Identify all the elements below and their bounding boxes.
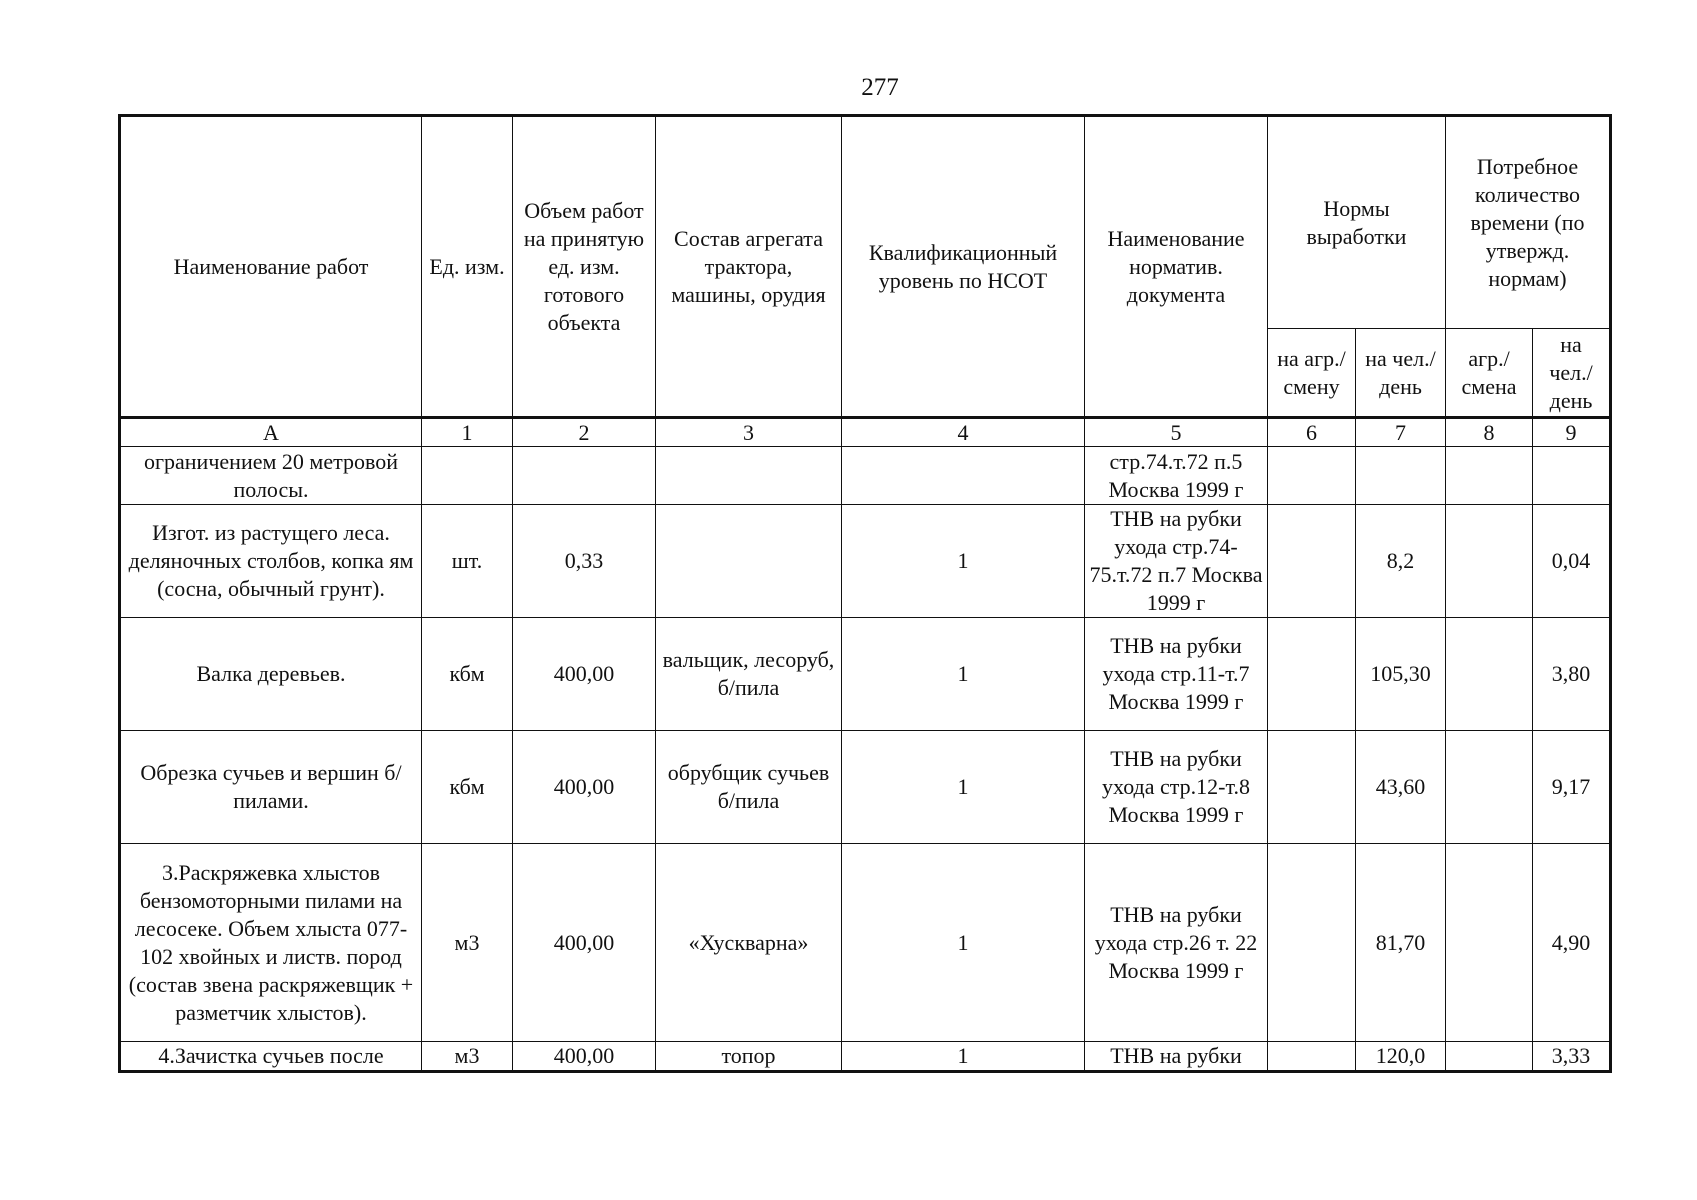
- norm-chel-cell: 120,0: [1356, 1042, 1446, 1072]
- header-qualification: Квалификационный уровень по НСОТ: [842, 116, 1085, 418]
- unit-cell: [422, 447, 513, 505]
- table-row: [120, 447, 1611, 505]
- unit-cell: кбм: [422, 731, 513, 844]
- document-cell: стр.74.т.72 п.5 Москва 1999 г: [1085, 447, 1268, 505]
- table-row: [120, 1042, 1611, 1072]
- unit-composition-cell: вальщик, лесоруб, б/пила: [656, 618, 842, 731]
- unit-cell: м3: [422, 1042, 513, 1072]
- time-agr-cell: [1446, 505, 1533, 618]
- unit-composition-cell: [656, 505, 842, 618]
- norm-chel-cell: 8,2: [1356, 505, 1446, 618]
- unit-composition-cell: [656, 447, 842, 505]
- header-norms-per-person-day: на чел./ день: [1356, 329, 1446, 418]
- header-unit-composition: Состав агрегата трактора, машины, орудия: [656, 116, 842, 418]
- norm-agr-cell: [1268, 618, 1356, 731]
- norm-agr-cell: [1268, 1042, 1356, 1072]
- column-index: 9: [1533, 418, 1611, 447]
- time-agr-cell: [1446, 447, 1533, 505]
- qualification-cell: 1: [842, 1042, 1085, 1072]
- work-name-cell: 4.Зачистка сучьев после: [120, 1042, 422, 1072]
- norm-agr-cell: [1268, 844, 1356, 1042]
- volume-cell: [513, 447, 656, 505]
- header-time-per-person-day: на чел./ день: [1533, 329, 1611, 418]
- header-document: Наименование норматив. документа: [1085, 116, 1268, 418]
- table-row: [120, 844, 1611, 1042]
- time-chel-cell: 0,04: [1533, 505, 1611, 618]
- unit-composition-cell: топор: [656, 1042, 842, 1072]
- unit-cell: кбм: [422, 618, 513, 731]
- time-chel-cell: 4,90: [1533, 844, 1611, 1042]
- unit-cell: м3: [422, 844, 513, 1042]
- header-time-unit-shift: агр./ смена: [1446, 329, 1533, 418]
- qualification-cell: 1: [842, 844, 1085, 1042]
- work-name-cell: Изгот. из растущего леса. деляночных столбов, копка ям (сосна, обычный грунт).: [120, 505, 422, 618]
- norm-chel-cell: 81,70: [1356, 844, 1446, 1042]
- work-name-cell: 3.Раскряжевка хлыстов бензомоторными пилами на лесосеке. Объем хлыста 077-102 хвойных и листв. пород (состав звена раскряжевщик + разметчик хлыстов).: [120, 844, 422, 1042]
- volume-cell: 400,00: [513, 618, 656, 731]
- column-index: 4: [842, 418, 1085, 447]
- page-number: 277: [861, 74, 899, 101]
- unit-composition-cell: «Хускварна»: [656, 844, 842, 1042]
- header-unit: Ед. изм.: [422, 116, 513, 418]
- header-work-name: Наименование работ: [120, 116, 422, 418]
- header-norms-per-unit-shift: на агр./ смену: [1268, 329, 1356, 418]
- column-index: 6: [1268, 418, 1356, 447]
- qualification-cell: [842, 447, 1085, 505]
- work-name-cell: Валка деревьев.: [120, 618, 422, 731]
- work-norms-table: [118, 114, 1612, 1073]
- column-index: 5: [1085, 418, 1268, 447]
- time-chel-cell: [1533, 447, 1611, 505]
- document-cell: ТНВ на рубки ухода стр.11-т.7 Москва 1999 г: [1085, 618, 1268, 731]
- document-cell: ТНВ на рубки: [1085, 1042, 1268, 1072]
- qualification-cell: 1: [842, 731, 1085, 844]
- norm-chel-cell: 105,30: [1356, 618, 1446, 731]
- header-time-group: Потребное количество времени (по утвержд. нормам): [1446, 116, 1611, 329]
- volume-cell: 400,00: [513, 1042, 656, 1072]
- time-agr-cell: [1446, 731, 1533, 844]
- unit-cell: шт.: [422, 505, 513, 618]
- column-index: 7: [1356, 418, 1446, 447]
- time-agr-cell: [1446, 618, 1533, 731]
- column-index: 1: [422, 418, 513, 447]
- document-cell: ТНВ на рубки ухода стр.12-т.8 Москва 1999 г: [1085, 731, 1268, 844]
- table-row: [120, 731, 1611, 844]
- column-index: 8: [1446, 418, 1533, 447]
- work-name-cell: ограничением 20 метровой полосы.: [120, 447, 422, 505]
- table-row: [120, 618, 1611, 731]
- volume-cell: 0,33: [513, 505, 656, 618]
- unit-composition-cell: обрубщик сучьев б/пила: [656, 731, 842, 844]
- header-volume: Объем работ на принятую ед. изм. готового объекта: [513, 116, 656, 418]
- norm-agr-cell: [1268, 505, 1356, 618]
- work-name-cell: Обрезка сучьев и вершин б/пилами.: [120, 731, 422, 844]
- time-chel-cell: 9,17: [1533, 731, 1611, 844]
- column-index: 2: [513, 418, 656, 447]
- table-row: [120, 505, 1611, 618]
- qualification-cell: 1: [842, 618, 1085, 731]
- volume-cell: 400,00: [513, 844, 656, 1042]
- time-agr-cell: [1446, 844, 1533, 1042]
- time-chel-cell: 3,33: [1533, 1042, 1611, 1072]
- document-cell: ТНВ на рубки ухода стр.26 т. 22 Москва 1999 г: [1085, 844, 1268, 1042]
- header-norms-group: Нормы выработки: [1268, 116, 1446, 329]
- column-index: 3: [656, 418, 842, 447]
- norm-chel-cell: 43,60: [1356, 731, 1446, 844]
- time-agr-cell: [1446, 1042, 1533, 1072]
- norm-agr-cell: [1268, 447, 1356, 505]
- document-cell: ТНВ на рубки ухода стр.74-75.т.72 п.7 Москва 1999 г: [1085, 505, 1268, 618]
- volume-cell: 400,00: [513, 731, 656, 844]
- time-chel-cell: 3,80: [1533, 618, 1611, 731]
- qualification-cell: 1: [842, 505, 1085, 618]
- norm-agr-cell: [1268, 731, 1356, 844]
- norm-chel-cell: [1356, 447, 1446, 505]
- column-index: A: [120, 418, 422, 447]
